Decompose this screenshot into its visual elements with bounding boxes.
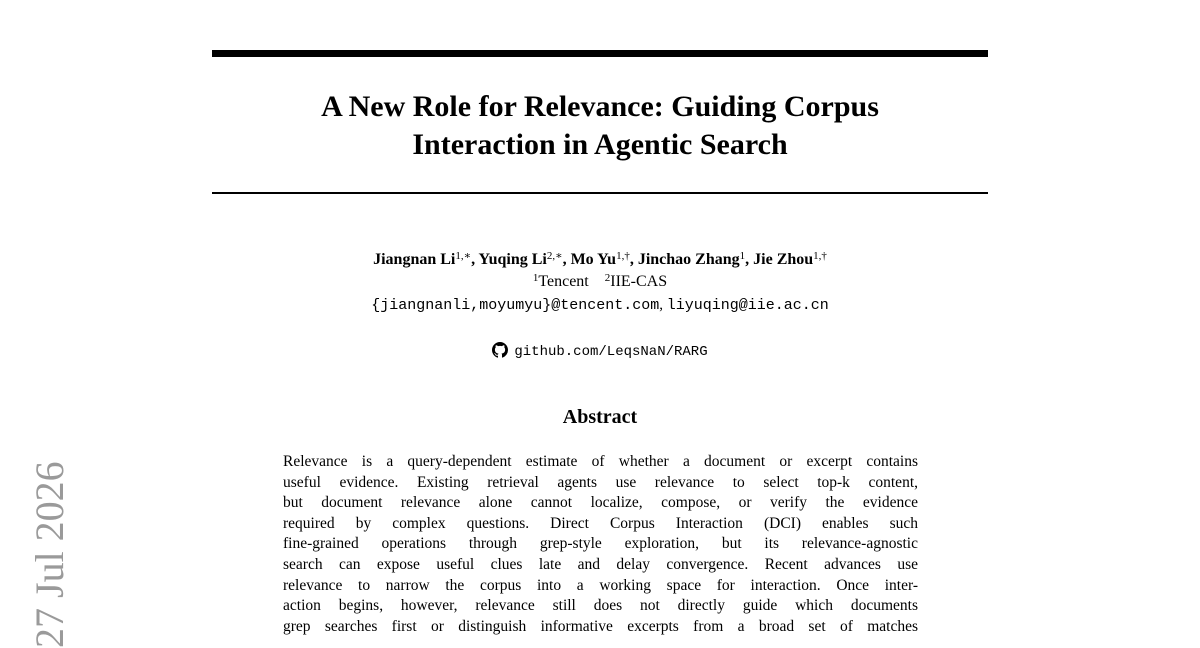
github-url: github.com/LeqsNaN/RARG [514, 344, 708, 360]
author-name: Jinchao Zhang [637, 251, 740, 268]
abstract-line: fine-grained operations through grep-style exploration, but its relevance-agnostic [283, 535, 918, 553]
author-marks: 2,∗ [546, 250, 563, 262]
paper-title [212, 88, 988, 164]
email-group-link[interactable]: {jiangnanli,moyumyu}@tencent.com [371, 297, 660, 314]
title-line-1: A New Role for Relevance: Guiding Corpus [321, 90, 879, 123]
abstract-body [283, 452, 918, 637]
abstract-line: action begins, however, relevance still does not directly guide which documents [283, 597, 918, 615]
abstract-line: but document relevance alone cannot localize, compose, or verify the evidence [283, 494, 918, 512]
github-link[interactable] [212, 342, 988, 362]
author-list: Jiangnan $Li^{1,∗}$, Yuqing $Li^{2,∗}$, Mo $Yu^{1,\dagger}$, Jinchao Zhang$^1$, Jie Zhou$^{1,\dagger}$ [373, 250, 827, 268]
affiliation-mark: 2 [604, 272, 611, 284]
abstract-line: required by complex questions. Direct Corpus Interaction (DCI) enables such [283, 514, 918, 532]
affiliations [212, 272, 988, 292]
author-name: Jiangnan Li [373, 251, 456, 268]
author-name: Mo Yu [570, 251, 617, 268]
affiliation-mark: 1 [532, 272, 539, 284]
abstract-line: grep searches first or distinguish informative excerpts from a broad set of matches [283, 617, 918, 635]
affiliation-name: IIE-CAS [610, 273, 668, 290]
author-name: Jie Zhou [753, 251, 814, 268]
abstract-line: relevance to narrow the corpus into a working space for interaction. Once inter- [283, 576, 918, 594]
author-marks: 1,† [813, 250, 827, 262]
author-name: Yuqing Li [478, 251, 547, 268]
abstract-line: Relevance is a query-dependent estimate of whether a document or excerpt contains [283, 453, 918, 470]
email-separator: , [659, 297, 667, 313]
github-icon [492, 342, 508, 358]
title-line-2: Interaction in Agentic Search [412, 128, 788, 161]
author-marks: 1,∗ [455, 250, 472, 262]
author-emails [212, 295, 988, 316]
author-marks: 1,† [616, 250, 630, 262]
abstract-line: useful evidence. Existing retrieval agents use relevance to select top-k content, [283, 473, 918, 491]
affiliation-name: Tencent [538, 273, 589, 290]
arxiv-side-stamp: 27 Jul 2026 [27, 461, 72, 648]
author-marks: 1 [739, 250, 746, 262]
abstract-line: search can expose useful clues late and delay convergence. Recent advances use [283, 555, 918, 573]
title-top-rule [212, 50, 988, 57]
title-bottom-rule [212, 192, 988, 194]
email-link[interactable]: liyuqing@iie.ac.cn [666, 297, 829, 314]
abstract-heading: Abstract [562, 406, 638, 428]
